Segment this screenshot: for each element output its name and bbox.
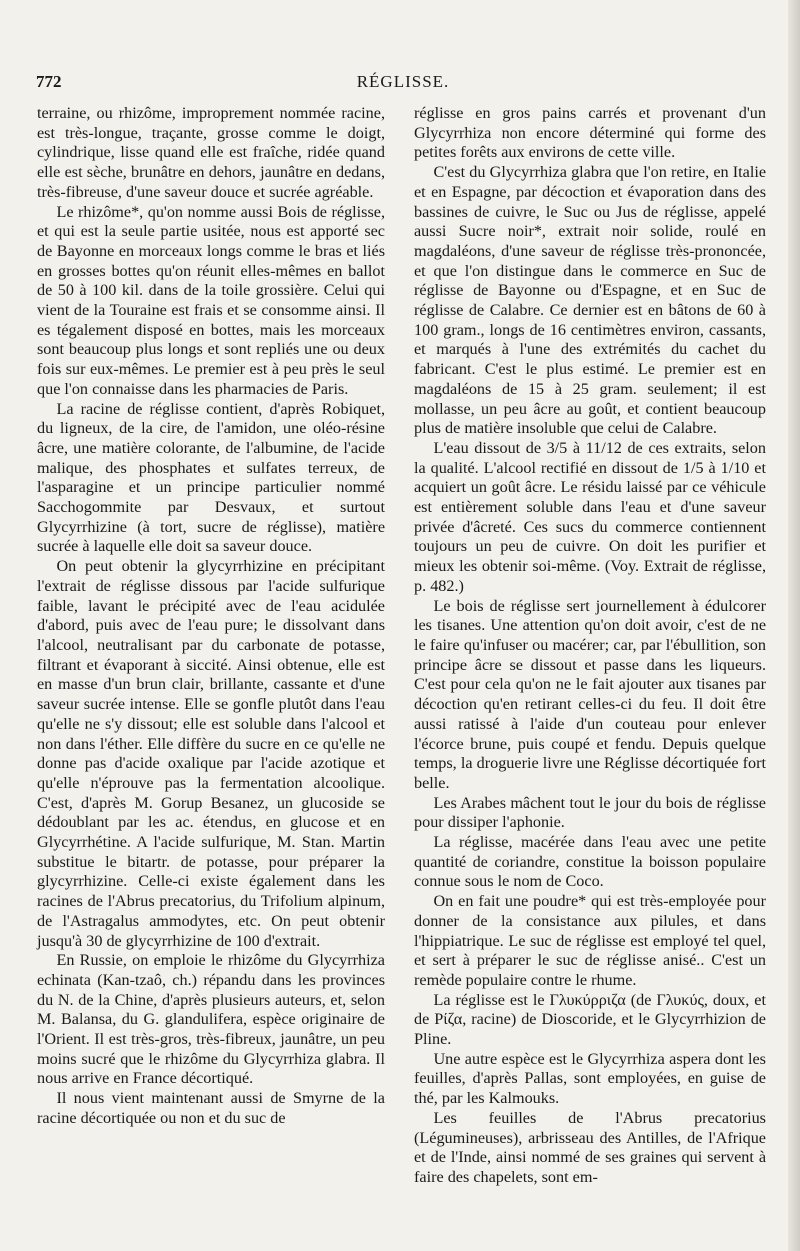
left-column xyxy=(37,104,385,1129)
paragraph: terraine, ou rhizôme, improprement nommée racine, est très-longue, traçante, grosse comme le doigt, cylindrique, lisse quand elle est fraîche, ridée quand elle est sèche, brunâtre en dehors, jaunâtre en dedans, très-fibreuse, d'une saveur douce et sucrée agréable. xyxy=(37,104,385,201)
paragraph: Il nous vient maintenant aussi de Smyrne de la racine décortiquée ou non et du suc de xyxy=(37,1089,385,1127)
paragraph: En Russie, on emploie le rhizôme du Glycyrrhiza echinata (Kan-tzaô, ch.) répandu dans les provinces du N. de la Chine, d'après plusieurs auteurs, et, selon M. Balansa, du G. glandulifera, espèce originaire de l'Orient. Il est très-gros, très-fibreux, jaunâtre, un peu moins sucré que le rhizôme du Glycyrrhiza glabra. Il nous arrive en France décortiqué. xyxy=(37,951,385,1088)
paragraph: C'est du Glycyrrhiza glabra que l'on retire, en Italie et en Espagne, par décoction et évaporation dans des bassines de cuivre, le Suc ou Jus de réglisse, appelé aussi Sucre noir*, extrait noir solide, roulé en magdaléons, d'une saveur de réglisse très-prononcée, et que l'on distingue dans le commerce en Suc de réglisse de Bayonne ou d'Espagne, et en Suc de réglisse de Calabre. Ce dernier est en bâtons de 60 à 100 gram., longs de 16 centimètres environ, cassants, et marqués à l'une des extrémités du cachet du fabricant. C'est le plus estimé. Le premier est en magdaléons de 15 à 25 gram. seulement; il est mollasse, un peu âcre au goût, et contient beaucoup plus de matière insoluble que celui de Calabre. xyxy=(414,163,766,438)
paragraph: Le bois de réglisse sert journellement à édulcorer les tisanes. Une attention qu'on doit avoir, c'est de ne le faire qu'infuser ou macérer; car, par l'ébullition, son principe âcre se dissout et passe dans les liqueurs. C'est pour cela qu'on ne le fait ajouter aux tisanes par décoction qu'en retirant celles-ci du feu. Il doit être aussi ratissé à l'aide d'un couteau pour enlever l'écorce brune, puis coupé et fendu. Depuis quelque temps, la droguerie livre une Réglisse décortiquée fort belle. xyxy=(414,596,766,792)
paragraph: On peut obtenir la glycyrrhizine en précipitant l'extrait de réglisse dissous par l'acide sulfurique faible, lavant le précipité avec de l'eau acidulée d'abord, puis avec de l'eau pure; le dissolvant dans l'alcool, neutralisant par du carbonate de potasse, filtrant et évaporant à siccité. Ainsi obtenue, elle est en masse d'un brun clair, brillante, cassante et d'une saveur sucrée intense. Elle se gonfle plutôt dans l'eau qu'elle ne s'y dissout; elle est soluble dans l'alcool et non dans l'éther. Elle diffère du sucre en ce qu'elle ne donne pas d'acide oxalique par l'acide azotique et qu'elle n'éprouve pas la fermentation alcoolique. C'est, d'après M. Gorup Besanez, un glucoside se dédoublant par les ac. étendus, en glucose et en Glycyrrhétine. A l'acide sulfurique, M. Stan. Martin substitue le bitartr. de potasse, pour préparer la glycyrrhizine. Celle-ci existe également dans les racines de l'Abrus precatorius, du Trifolium alpinum, de l'Astragalus ammodytes, etc. On peut obtenir jusqu'à 30 de glycyrrhizine de 100 d'extrait. xyxy=(37,557,385,950)
page-edge xyxy=(788,0,800,1251)
paragraph: Une autre espèce est le Glycyrrhiza aspera dont les feuilles, d'après Pallas, sont employées, en guise de thé, par les Kalmouks. xyxy=(414,1049,766,1108)
right-column xyxy=(414,104,766,1188)
paragraph: La racine de réglisse contient, d'après Robiquet, du ligneux, de la cire, de l'amidon, une oléo-résine âcre, une matière colorante, de l'albumine, de l'acide malique, des phosphates et sulfates terreux, de l'asparagine et un principe particulier nommé Sacchogommite par Desvaux, et surtout Glycyrrhizine (à tort, sucre de réglisse), matière sucrée à laquelle elle doit sa saveur douce. xyxy=(37,399,385,556)
paragraph: Les feuilles de l'Abrus precatorius (Légumineuses), arbrisseau des Antilles, de l'Afrique et de l'Inde, ainsi nommé de ses graines qui servent à faire des chapelets, sont em- xyxy=(414,1108,766,1186)
paragraph: réglisse en gros pains carrés et provenant d'un Glycyrrhiza non encore déterminé qui forme des petites forêts aux environs de cette ville. xyxy=(414,104,766,162)
page-number: 772 xyxy=(36,72,62,91)
paragraph: On en fait une poudre* qui est très-employée pour donner de la consistance aux pilules, et dans l'hippiatrique. Le suc de réglisse est employé tel quel, et sert à préparer le suc de réglisse anisé.. C'est un remède populaire contre le rhume. xyxy=(414,892,766,989)
paragraph: Les Arabes mâchent tout le jour du bois de réglisse pour dissiper l'aphonie. xyxy=(414,793,766,832)
paragraph: La réglisse est le Γλυκύρριζα (de Γλυκύς, doux, et de Ρίζα, racine) de Dioscoride, et le Glycyrrhizion de Pline. xyxy=(414,990,766,1049)
paragraph: L'eau dissout de 3/5 à 11/12 de ces extraits, selon la qualité. L'alcool rectifié en dissout de 1/5 à 1/10 et acquiert un goût âcre. Le résidu laissé par ce véhicule est entièrement soluble dans l'eau et d'une saveur privée d'âcreté. Ces sucs du commerce contiennent toujours un peu de cuivre. On doit les purifier et mieux les obtenir soi-même. (Voy. Extrait de réglisse, p. 482.) xyxy=(414,438,766,595)
paragraph: La réglisse, macérée dans l'eau avec une petite quantité de coriandre, constitue la boisson populaire connue sous le nom de Coco. xyxy=(414,833,766,891)
paragraph: Le rhizôme*, qu'on nomme aussi Bois de réglisse, et qui est la seule partie usitée, nous est apporté sec de Bayonne en morceaux longs comme le bras et liés en grosses bottes qu'on réunit elles-mêmes en ballot de 50 à 100 kil. dans de la toile grossière. Celui qui vient de la Touraine est frais et se consomme ainsi. Il es tégalement disposé en bottes, mais les morceaux sont beaucoup plus longs et sont repliés une ou deux fois sur eux-mêmes. Le premier est à peu près le seul que l'on connaisse dans les pharmacies de Paris. xyxy=(37,202,385,398)
page-header xyxy=(36,72,770,98)
running-title: RÉGLISSE. xyxy=(356,72,450,91)
